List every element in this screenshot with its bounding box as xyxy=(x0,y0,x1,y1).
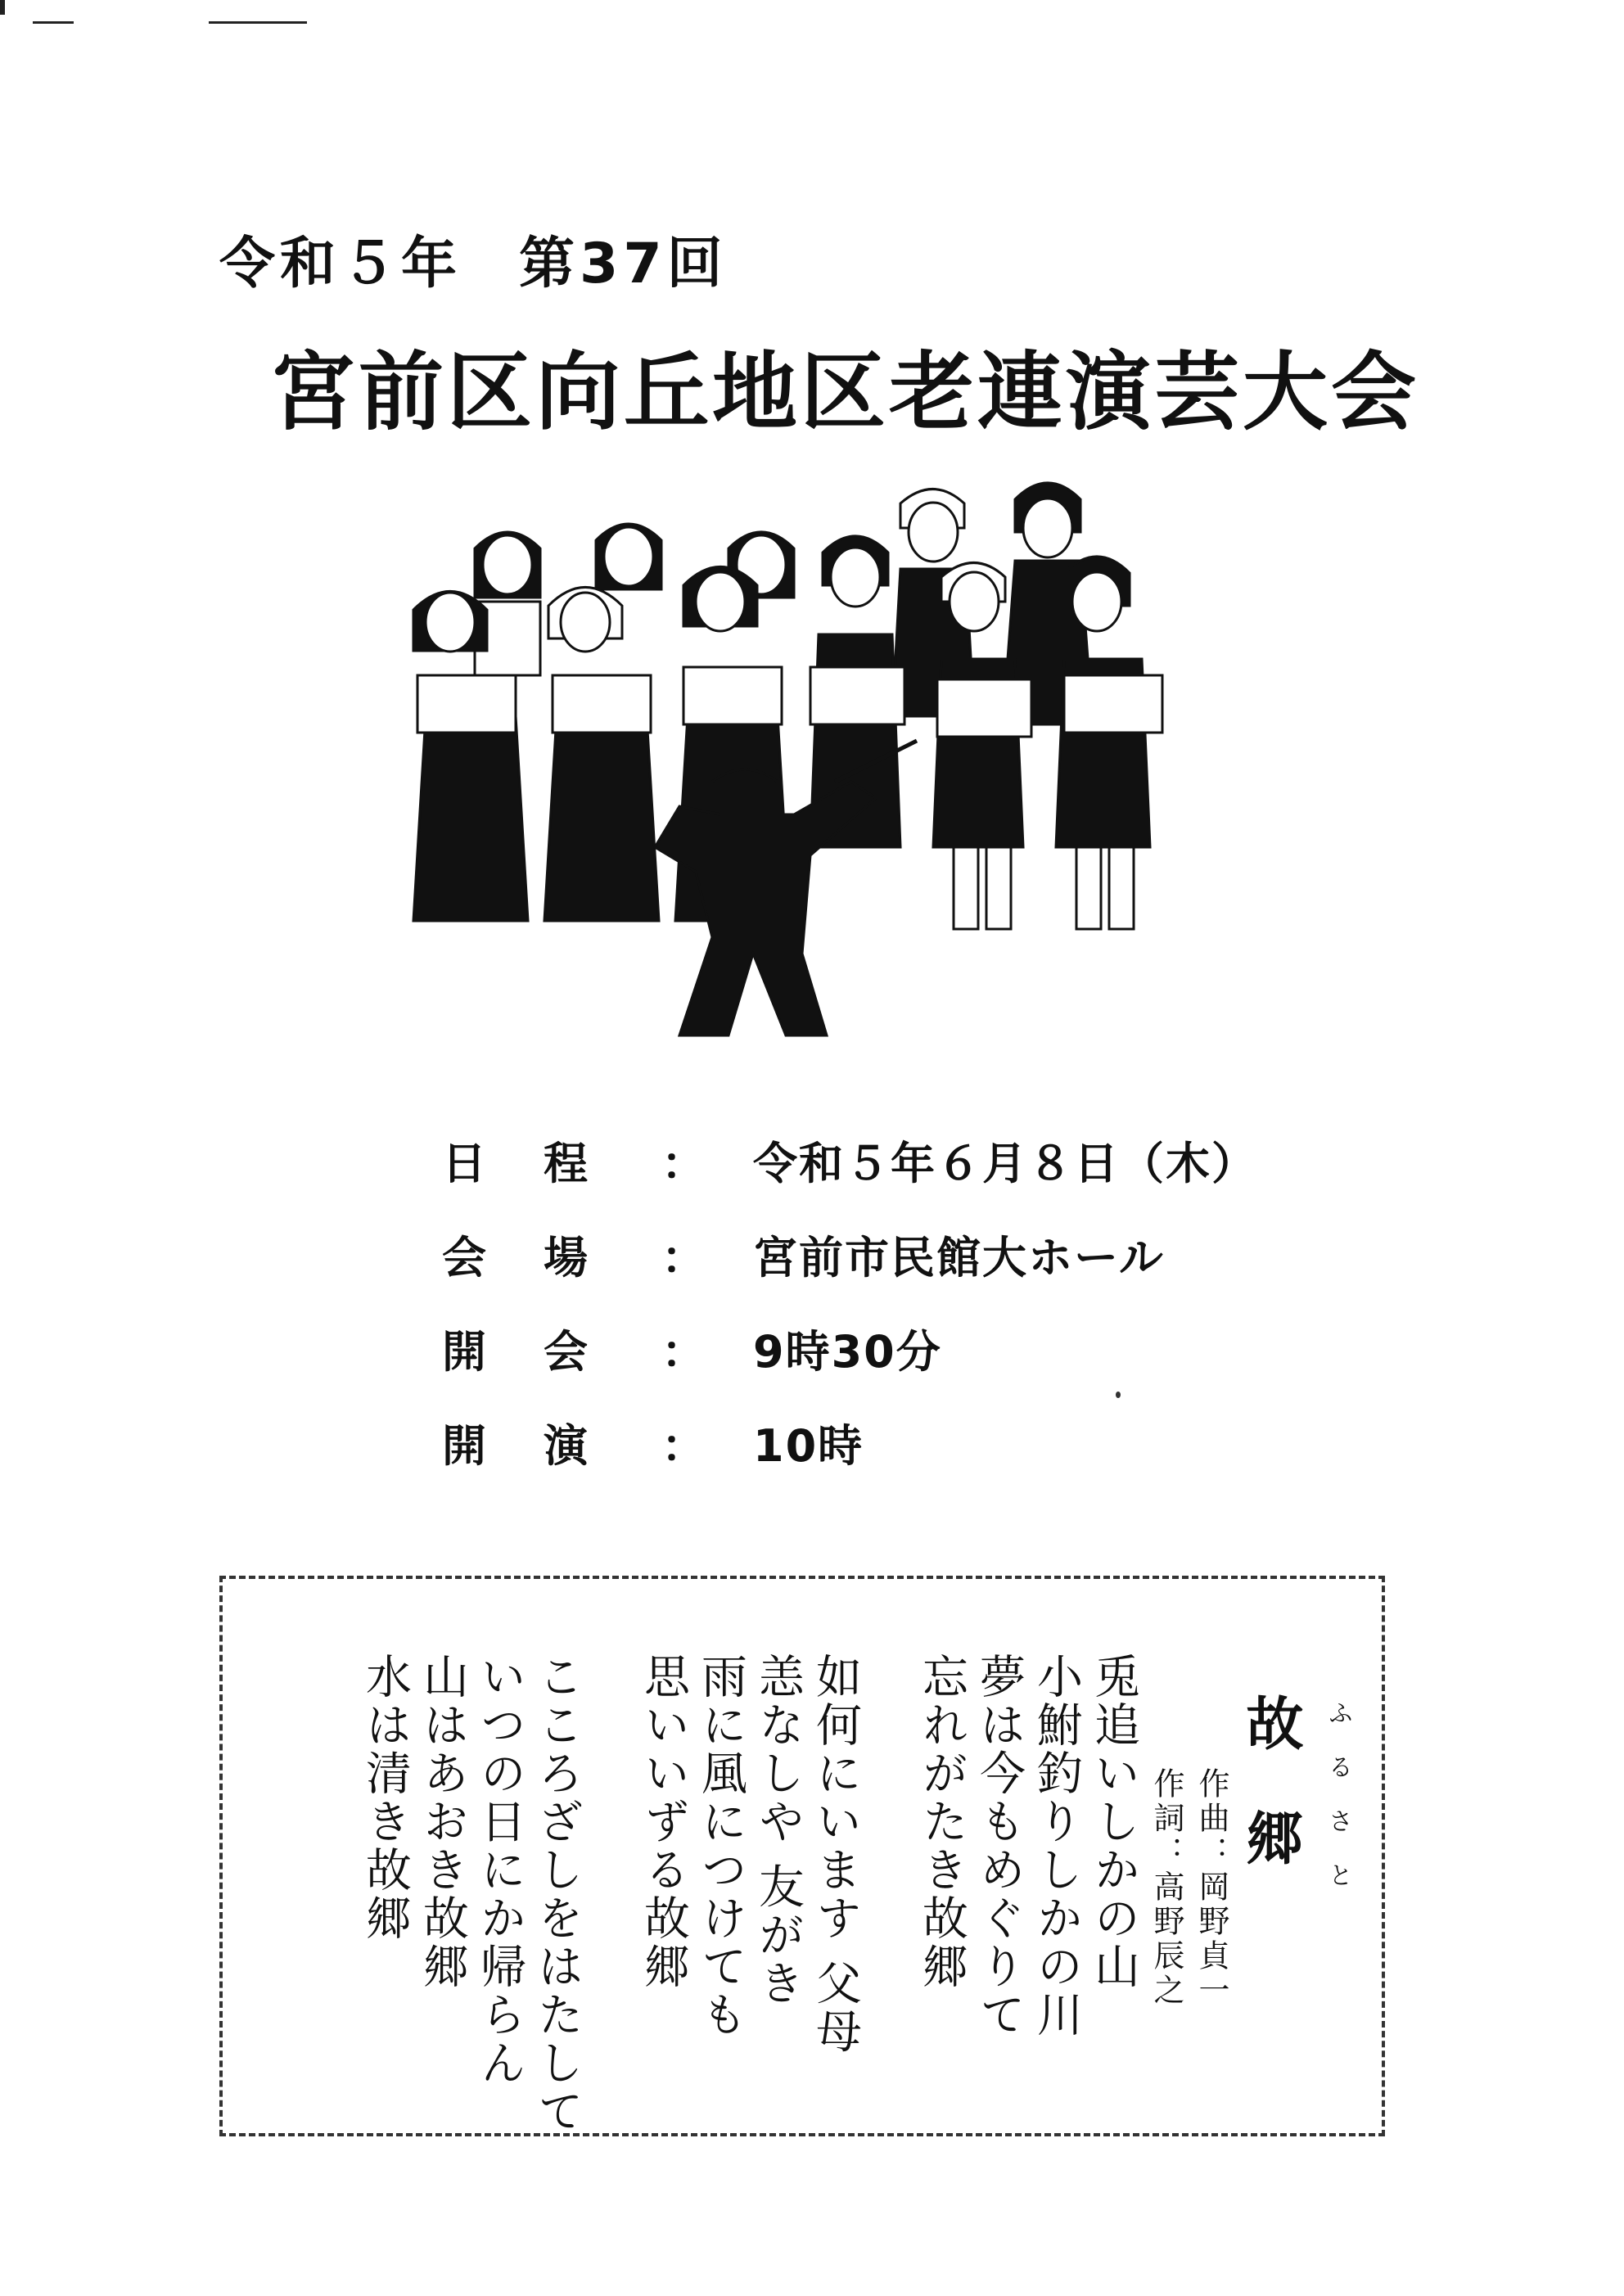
detail-value: 宮前市民館大ホール xyxy=(753,1232,1165,1283)
detail-value: 令和５年６月８日（木） xyxy=(753,1138,1257,1189)
detail-value: 9時30分 xyxy=(753,1326,942,1378)
lyric-line: 恙なしや 友がき xyxy=(751,1653,805,2008)
choir-conductor-illustration xyxy=(409,471,1211,1085)
detail-label: 日程 xyxy=(442,1138,645,1189)
year-label: 令和５年 xyxy=(219,232,462,296)
lyric-line: 水は清き故郷 xyxy=(359,1653,412,1942)
detail-separator: ： xyxy=(661,1232,706,1283)
lyric-line: 夢は今もめぐりて xyxy=(972,1653,1026,2039)
scan-artifact xyxy=(0,0,5,15)
scan-artifact xyxy=(209,21,307,24)
lyric-line: 山はあおき故郷 xyxy=(416,1653,469,1991)
lyric-line: 如何にいます 父母 xyxy=(809,1653,862,2056)
event-subtitle xyxy=(219,219,728,299)
detail-separator: ： xyxy=(661,1420,706,1472)
song-title: 故郷 xyxy=(1237,1694,1305,1923)
lyric-line: 兎追いしかの山 xyxy=(1087,1653,1140,1991)
detail-row-schedule xyxy=(442,1113,1342,1207)
detail-separator: ： xyxy=(661,1326,706,1378)
lyric-line: 小鮒釣りしかの川 xyxy=(1030,1653,1083,2039)
singer-figure xyxy=(475,532,540,675)
lyric-line: 雨に風につけても xyxy=(694,1653,747,2039)
singer-figure xyxy=(544,588,659,922)
lyric-line: いつの日にか帰らん xyxy=(473,1653,526,2087)
song-composer: 作曲：岡野貞一 xyxy=(1193,1767,1229,2008)
event-details xyxy=(442,1113,1342,1490)
detail-row-opening xyxy=(442,1301,1342,1396)
song-title-reading: ふるさと xyxy=(1324,1700,1352,1916)
detail-label: 開演 xyxy=(442,1420,645,1472)
detail-separator: ： xyxy=(661,1138,706,1189)
detail-label: 会場 xyxy=(442,1232,645,1283)
detail-label: 開会 xyxy=(442,1326,645,1378)
scan-artifact xyxy=(33,21,74,24)
lyric-line: 忘れがたき故郷 xyxy=(915,1653,968,1991)
event-title: 宮前区向丘地区老連演芸大会 xyxy=(270,342,1420,442)
detail-row-venue xyxy=(442,1207,1342,1301)
edition-label: 第37回 xyxy=(519,232,728,296)
detail-value: 10時 xyxy=(753,1420,864,1472)
song-lyricist: 作詞：高野辰之 xyxy=(1148,1767,1184,2008)
lyric-line: 思いいずる故郷 xyxy=(637,1653,690,1991)
singer-figure xyxy=(596,524,661,589)
lyric-line: こころざしをはたして xyxy=(530,1653,584,2136)
song-lyrics-box xyxy=(219,1576,1385,2136)
detail-row-start xyxy=(442,1396,1342,1490)
